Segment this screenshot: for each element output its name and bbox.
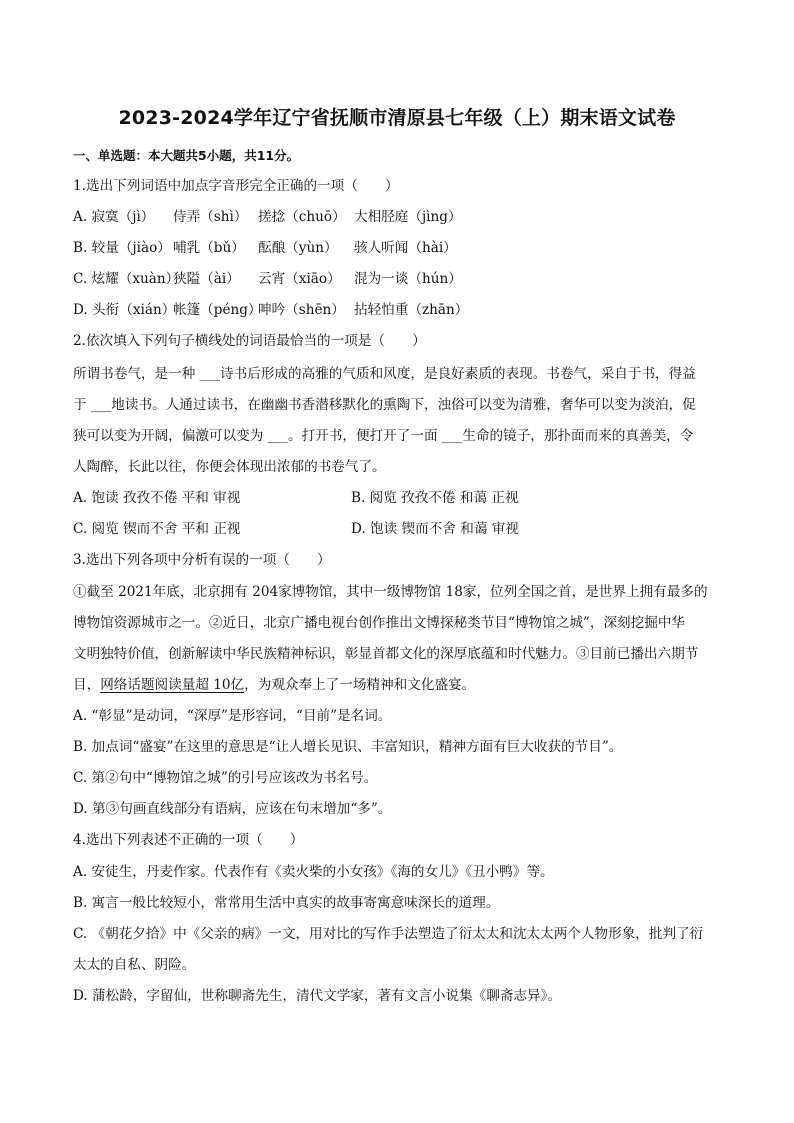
question-3-passage-line: [73, 675, 723, 695]
question-4-option-c-continued: 太太的自私、阴险。: [73, 957, 196, 973]
passage-text: ，为观众奉上了一场精神和文化盛宴。: [244, 677, 476, 693]
option-term: 哺乳（bǔ）: [173, 240, 245, 256]
question-2-passage-line: 所谓书卷气，是一种 ___诗书后形成的高雅的气质和风度，是良好素质的表现。书卷气，采自于书，得益: [73, 366, 696, 382]
question-3-option-a: A. “彰显”是动词，“深厚”是形容词，“目前”是名词。: [73, 708, 392, 724]
option-term: 呻吟（shēn）: [258, 302, 345, 318]
question-1-option-a: [73, 207, 723, 227]
option-term: 侍弄（shì）: [173, 209, 248, 225]
question-3-passage-line: 文明独特价值，创新解读中华民族精神标识，彰显首都文化的深厚底蕴和时代魅力。③目前已播出六期节: [73, 646, 699, 662]
question-2-passage-line: 于 ___地读书。人通过读书，在幽幽书香潜移默化的熏陶下，浊俗可以变为清雅，奢华可以变为淡泊，促: [73, 397, 696, 413]
question-4-stem: 4.选出下列表述不正确的一项（ ）: [73, 832, 304, 848]
question-3-passage-line: 博物馆资源城市之一。②近日，北京广播电视台创作推出文博探秘类节目“博物馆之城”，深刻挖掘中华: [73, 615, 686, 631]
option-term: D. 头衔（xián）: [73, 302, 176, 318]
option-term: 狭隘（ài）: [173, 271, 240, 287]
option-term: 拈轻怕重（zhān）: [354, 302, 469, 318]
question-2-passage-line: 人陶醉，长此以往，你便会体现出浓郁的书卷气了。: [73, 459, 386, 475]
question-4-option-c: C. 《朝花夕拾》中《父亲的病》一文，用对比的写作手法塑造了衍太太和沈太太两个人物形象，批判了衍: [73, 926, 704, 942]
option-term: C. 炫耀（xuàn）: [73, 271, 180, 287]
option-term: 大相胫庭（jìng）: [354, 209, 462, 225]
option-term: A. 寂寞（jì）: [73, 209, 155, 225]
question-2-passage-line: 狭可以变为开阔，偏激可以变为 ___。打开书，便打开了一面 ___生命的镜子，那扑面而来的真善美，令: [73, 428, 694, 444]
question-2-option-b: B. 阅览 孜孜不倦 和蔼 正视: [351, 490, 519, 506]
question-2-options-row: [73, 488, 723, 508]
question-1-option-b: [73, 238, 723, 258]
question-3-option-c: C. 第②句中“博物馆之城”的引号应该改为书名号。: [73, 770, 378, 786]
question-3-option-b: B. 加点词“盛宴”在这里的意思是“让人增长见识、丰富知识，精神方面有巨大收获的节目”。: [73, 739, 623, 755]
option-term: 骇人听闻（hài）: [354, 240, 457, 256]
question-2-option-a: A. 饱读 孜孜不倦 平和 审视: [73, 490, 241, 506]
underlined-phrase: 网络话题阅读量超 10亿: [100, 677, 245, 693]
option-term: 混为一谈（hún）: [354, 271, 462, 287]
question-1-option-d: [73, 300, 723, 320]
option-term: 帐篷（péng）: [173, 302, 262, 318]
question-3-option-d: D. 第③句画直线部分有语病，应该在句末增加“多”。: [73, 801, 392, 817]
question-2-option-c: C. 阅览 锲而不舍 平和 正视: [73, 521, 241, 537]
section-heading: 一、单选题：本大题共5小题，共11分。: [73, 148, 300, 163]
question-4-option-d: D. 蒲松龄，字留仙，世称聊斋先生，清代文学家，著有文言小说集《聊斋志异》。: [73, 988, 562, 1004]
question-4-option-b: B. 寓言一般比较短小，常常用生活中真实的故事寄寓意味深长的道理。: [73, 895, 500, 911]
question-2-options-row: [73, 519, 723, 539]
question-2-stem: 2.依次填入下列句子横线处的词语最恰当的一项是（ ）: [73, 333, 426, 349]
option-term: 云宵（xiāo）: [258, 271, 341, 287]
exam-title: 2023-2024学年辽宁省抚顺市清原县七年级（上）期末语文试卷: [118, 107, 676, 129]
option-term: B. 较量（jiào）: [73, 240, 171, 256]
question-4-option-a: A. 安徒生，丹麦作家。代表作有《卖火柴的小女孩》《海的女儿》《丑小鸭》等。: [73, 864, 554, 880]
passage-text: 目，: [73, 677, 101, 693]
question-1-option-c: [73, 269, 723, 289]
option-term: 酝酿（yùn）: [258, 240, 338, 256]
question-3-stem: 3.选出下列各项中分析有误的一项（ ）: [73, 552, 331, 568]
question-3-passage-line: ①截至 2021年底，北京拥有 204家博物馆，其中一级博物馆 18家，位列全国之首，是世界上拥有最多的: [73, 584, 708, 600]
question-1-stem: 1.选出下列词语中加点字音形完全正确的一项（ ）: [73, 178, 399, 194]
option-term: 搓捻（chuō）: [258, 209, 346, 225]
question-2-option-d: D. 饱读 锲而不舍 和蔼 审视: [351, 521, 519, 537]
